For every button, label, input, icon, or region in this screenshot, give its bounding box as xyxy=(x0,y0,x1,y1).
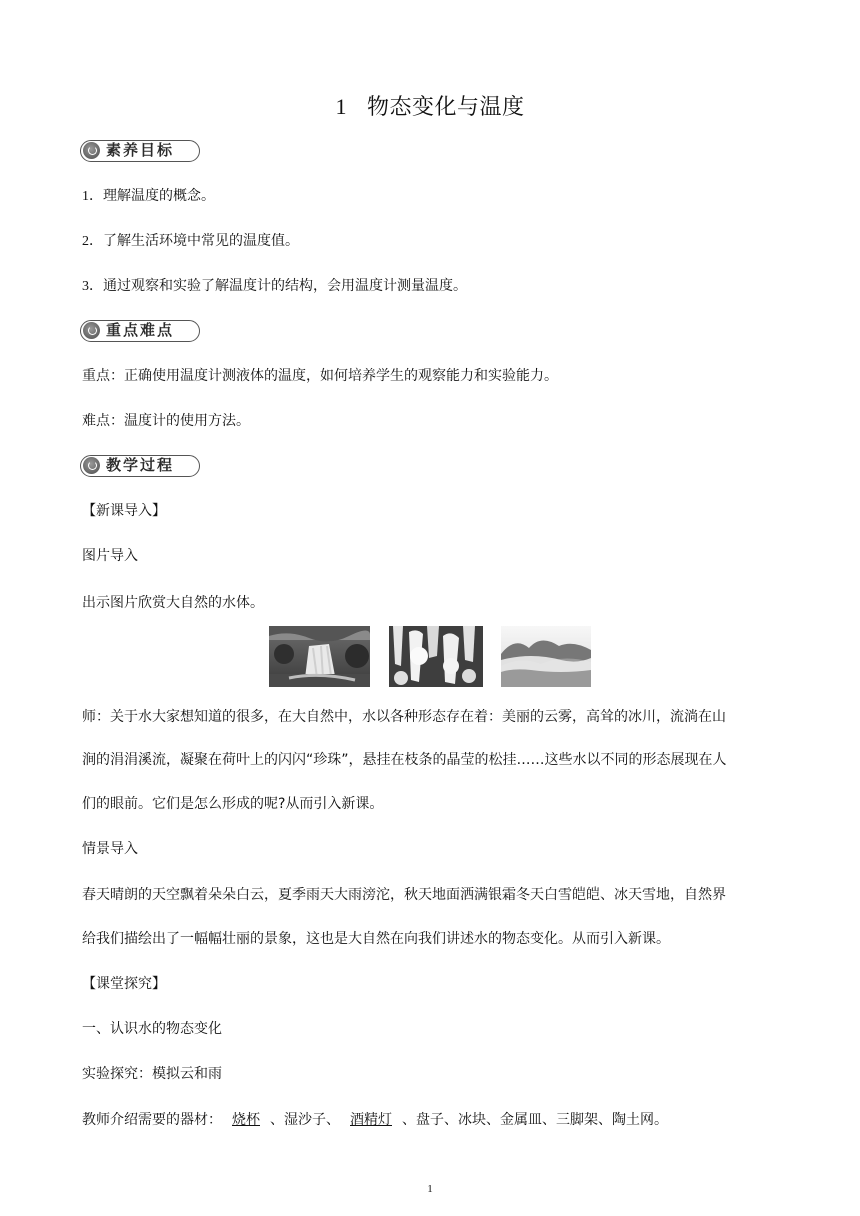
section-label-goals: 素养目标 xyxy=(106,141,175,159)
fill-blank-1: 烧杯 xyxy=(232,1112,260,1128)
ice-image xyxy=(389,626,483,687)
title-text: 物态变化与温度 xyxy=(366,95,525,120)
teacher-line-1: 师：关于水大家想知道的很多，在大自然中，水以各种形态存在着：美丽的云雾，高耸的冰川，流淌在山 xyxy=(82,709,726,725)
title-number: 1 xyxy=(335,94,347,119)
section-icon xyxy=(83,322,100,339)
key-difficult: 难点：温度计的使用方法。 xyxy=(82,413,250,429)
goal-item-3: 3．通过观察和实验了解温度计的结构，会用温度计测量温度。 xyxy=(82,278,467,294)
page-title xyxy=(0,90,860,121)
teacher-line-2: 涧的涓涓溪流，凝聚在荷叶上的闪闪“珍珠”，悬挂在枝条的晶莹的松挂……这些水以不同的形态展现在人 xyxy=(82,752,727,768)
section-badge-goals xyxy=(80,140,200,162)
waterfall-image xyxy=(269,626,370,687)
section-label-process: 教学过程 xyxy=(106,456,175,474)
page-number: 1 xyxy=(427,1183,433,1195)
key-important: 重点：正确使用温度计测液体的温度，如何培养学生的观察能力和实验能力。 xyxy=(82,368,558,384)
section-badge-process xyxy=(80,455,200,477)
goal-item-1: 1．理解温度的概念。 xyxy=(82,188,215,204)
intro-heading: 【新课导入】 xyxy=(82,503,166,519)
scene-intro: 情景导入 xyxy=(82,841,138,857)
cloud-mountain-image xyxy=(501,626,591,687)
explore-heading: 【课堂探究】 xyxy=(82,976,166,992)
picture-intro: 图片导入 xyxy=(82,548,138,564)
show-pictures: 出示图片欣赏大自然的水体。 xyxy=(82,595,264,611)
teacher-line-3: 们的眼前。它们是怎么形成的呢?从而引入新课。 xyxy=(82,796,384,812)
section-label-keypoints: 重点难点 xyxy=(106,321,175,339)
explore-part1: 一、认识水的物态变化 xyxy=(82,1021,222,1037)
goal-item-2: 2．了解生活环境中常见的温度值。 xyxy=(82,233,299,249)
scene-line-2: 给我们描绘出了一幅幅壮丽的景象，这也是大自然在向我们讲述水的物态变化。从而引入新课。 xyxy=(82,931,670,947)
experiment-title: 实验探究：模拟云和雨 xyxy=(82,1066,222,1082)
materials-line: 教师介绍需要的器材： 烧杯 、湿沙子、 酒精灯 、盘子、冰块、金属皿、三脚架、陶土网。 xyxy=(82,1112,668,1128)
section-icon xyxy=(83,142,100,159)
section-icon xyxy=(83,457,100,474)
section-badge-keypoints xyxy=(80,320,200,342)
fill-blank-2: 酒精灯 xyxy=(350,1112,392,1128)
scene-line-1: 春天晴朗的天空飘着朵朵白云，夏季雨天大雨滂沱，秋天地面洒满银霜冬天白雪皑皑、冰天雪地，自然界 xyxy=(82,887,726,903)
